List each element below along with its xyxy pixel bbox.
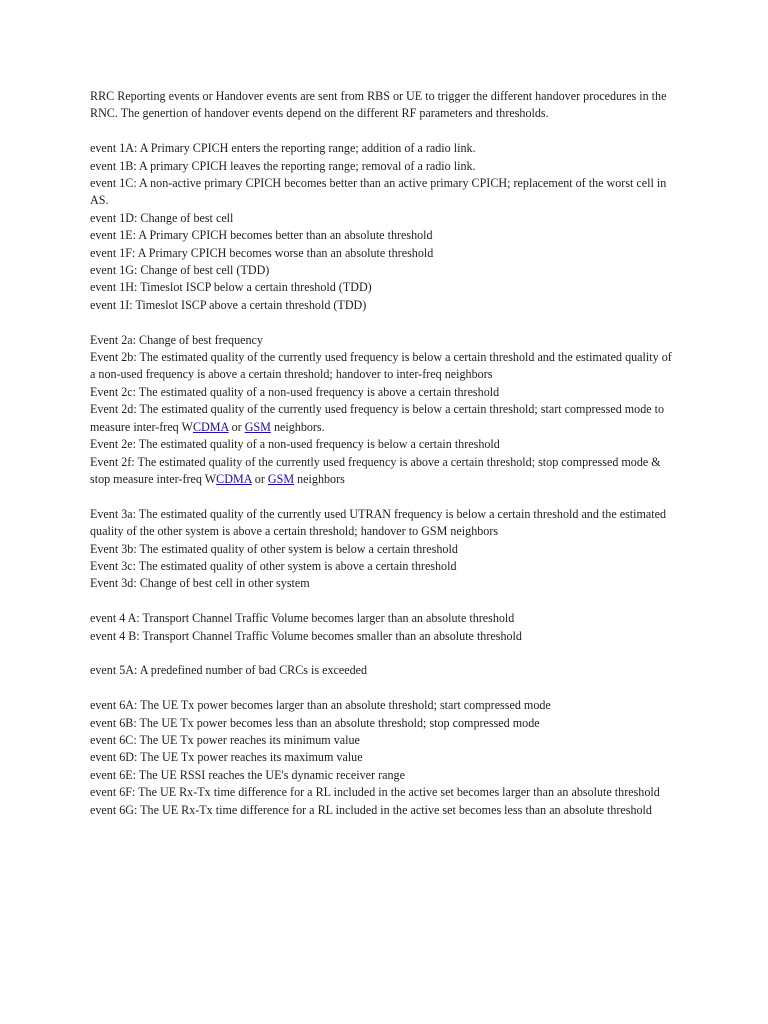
event-line: event 1H: Timeslot ISCP below a certain threshold (TDD) xyxy=(90,280,372,295)
event-line-2d xyxy=(90,401,680,436)
event-line: event 4 B: Transport Channel Traffic Volume becomes smaller than an absolute threshold xyxy=(90,628,522,643)
event-line: Event 3c: The estimated quality of other system is above a certain threshold xyxy=(90,558,457,573)
event-line: event 6G: The UE Rx-Tx time difference for a RL included in the active set becomes less than an absolute threshold xyxy=(90,802,652,817)
conjunction-text: or xyxy=(228,419,245,434)
event-line: Event 3d: Change of best cell in other system xyxy=(90,576,310,591)
event-line: Event 2e: The estimated quality of a non-used frequency is below a certain threshold xyxy=(90,437,500,452)
cdma-link[interactable]: CDMA xyxy=(216,471,252,486)
event-line: event 1F: A Primary CPICH becomes worse than an absolute threshold xyxy=(90,245,434,260)
event-line: event 4 A: Transport Channel Traffic Volume becomes larger than an absolute threshold xyxy=(90,611,515,626)
event-line: event 5A: A predefined number of bad CRCs is exceeded xyxy=(90,663,368,678)
event-line: event 1A: A Primary CPICH enters the reporting range; addition of a radio link. xyxy=(90,141,476,156)
event-group-4 xyxy=(90,610,680,645)
event-line: Event 3a: The estimated quality of the currently used UTRAN frequency is below a certain threshold and the estimated quality of the other system is above a certain threshold; handover to GSM neighbors xyxy=(90,506,667,539)
event-line: event 1G: Change of best cell (TDD) xyxy=(90,263,270,278)
event-line: event 6C: The UE Tx power reaches its minimum value xyxy=(90,732,360,747)
event-group-2 xyxy=(90,332,680,489)
event-line: Event 3b: The estimated quality of other system is below a certain threshold xyxy=(90,541,458,556)
event-line-2f xyxy=(90,454,680,489)
event-line: event 6D: The UE Tx power reaches its maximum value xyxy=(90,750,363,765)
event-line: event 1E: A Primary CPICH becomes better than an absolute threshold xyxy=(90,228,433,243)
event-2d-suffix: neighbors. xyxy=(270,419,325,434)
document-body xyxy=(90,88,680,836)
gsm-link[interactable]: GSM xyxy=(244,419,271,434)
event-line: event 6E: The UE RSSI reaches the UE's dynamic receiver range xyxy=(90,767,405,782)
event-2f-prefix: Event 2f: The estimated quality of the currently used frequency is above a certain threshold; stop compressed mode & stop measure inter-freq W xyxy=(90,454,661,486)
event-line: event 1D: Change of best cell xyxy=(90,210,234,225)
event-line: event 6B: The UE Tx power becomes less than an absolute threshold; stop compressed mode xyxy=(90,715,540,730)
event-group-5 xyxy=(90,662,680,679)
event-line: event 6A: The UE Tx power becomes larger than an absolute threshold; start compressed mode xyxy=(90,698,551,713)
conjunction-text: or xyxy=(251,471,268,486)
event-line: Event 2b: The estimated quality of the currently used frequency is below a certain threshold and the estimated quality of a non-used frequency is above a certain threshold; handover to inter-freq neighbors xyxy=(90,350,672,382)
event-line: Event 2c: The estimated quality of a non-used frequency is above a certain threshold xyxy=(90,384,500,399)
event-line: event 1I: Timeslot ISCP above a certain threshold (TDD) xyxy=(90,297,367,312)
event-line: event 6F: The UE Rx-Tx time difference for a RL included in the active set becomes larger than an absolute threshold xyxy=(90,785,660,800)
event-2d-prefix: Event 2d: The estimated quality of the currently used frequency is below a certain threshold; start compressed mode to measure inter-freq W xyxy=(90,402,665,434)
event-line: Event 2a: Change of best frequency xyxy=(90,332,263,347)
event-line: event 1B: A primary CPICH leaves the reporting range; removal of a radio link. xyxy=(90,158,476,173)
gsm-link[interactable]: GSM xyxy=(267,471,295,486)
event-group-1 xyxy=(90,140,680,314)
event-2f-suffix: neighbors xyxy=(294,471,345,486)
event-line: event 1C: A non-active primary CPICH becomes better than an active primary CPICH; replacement of the worst cell in AS. xyxy=(90,176,667,208)
event-group-6 xyxy=(90,697,680,819)
cdma-link[interactable]: CDMA xyxy=(192,419,229,434)
event-group-3 xyxy=(90,506,680,593)
intro-paragraph: RRC Reporting events or Handover events are sent from RBS or UE to trigger the different handover procedures in the RNC. The genertion of handover events depend on the different RF parameters and thresholds. xyxy=(90,89,667,121)
